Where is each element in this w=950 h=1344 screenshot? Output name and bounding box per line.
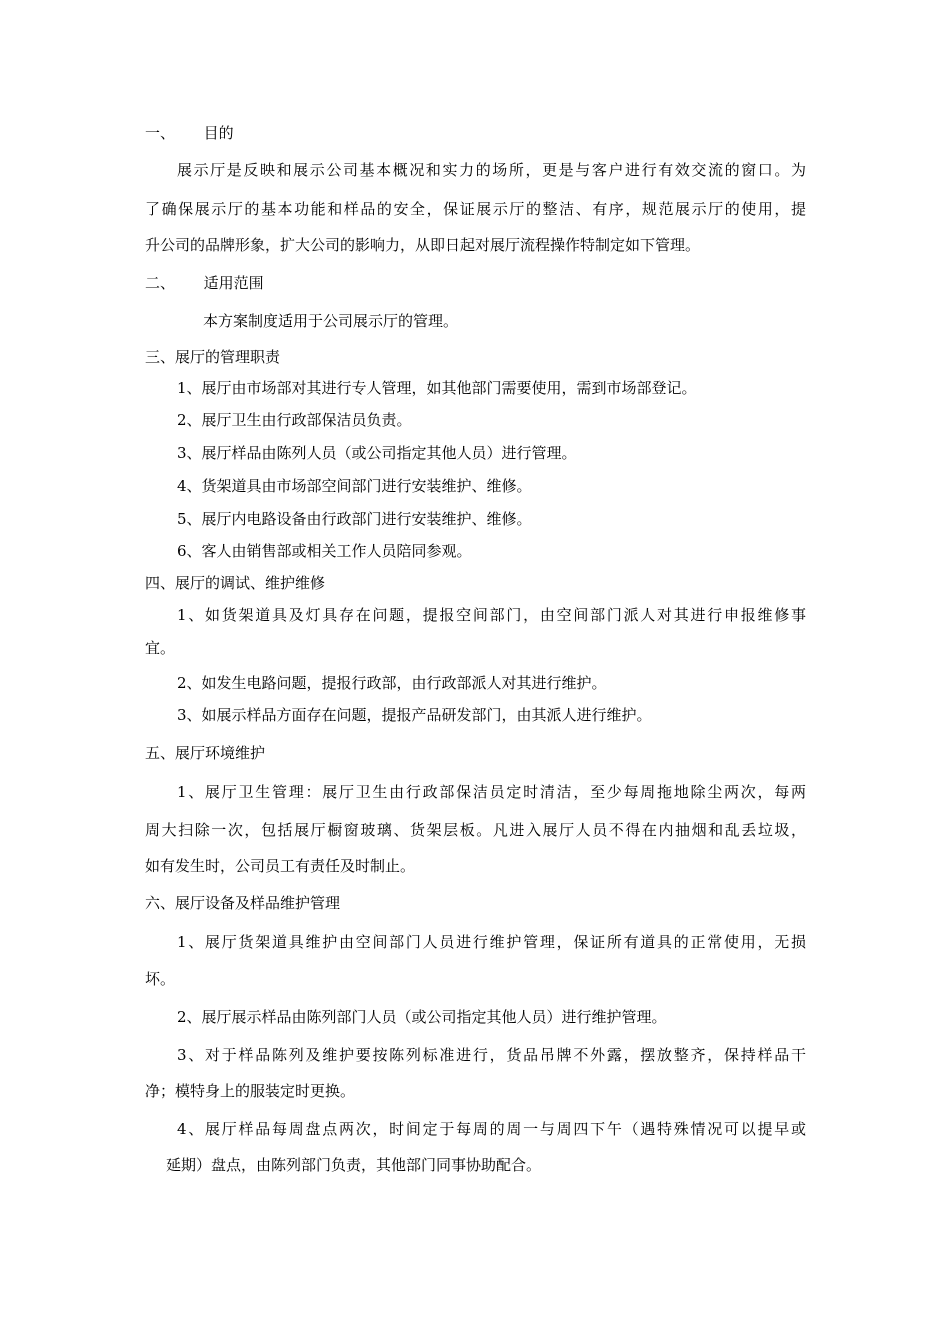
list-item: 5、展厅内电路设备由行政部门进行安装维护、维修。 bbox=[177, 510, 532, 528]
list-item-continuation: 净；模特身上的服装定时更换。 bbox=[145, 1082, 356, 1100]
list-item-continuation: 如有发生时，公司员工有责任及时制止。 bbox=[145, 857, 416, 875]
section-heading-purpose: 一、 目的 bbox=[145, 124, 234, 142]
list-item-continuation: 坏。 bbox=[145, 970, 176, 988]
list-item: 3、对于样品陈列及维护要按陈列标准进行，货品吊牌不外露，摆放整齐，保持样品干 bbox=[177, 1046, 806, 1064]
list-item: 3、展厅样品由陈列人员（或公司指定其他人员）进行管理。 bbox=[177, 444, 577, 462]
paragraph-line: 展示厅是反映和展示公司基本概况和实力的场所，更是与客户进行有效交流的窗口。为 bbox=[177, 161, 806, 179]
list-item: 4、货架道具由市场部空间部门进行安装维护、维修。 bbox=[177, 477, 532, 495]
section-heading-scope: 二、 适用范围 bbox=[145, 274, 264, 292]
list-item: 3、如展示样品方面存在问题，提报产品研发部门，由其派人进行维护。 bbox=[177, 706, 652, 724]
list-item: 2、展厅卫生由行政部保洁员负责。 bbox=[177, 411, 412, 429]
list-item: 4、展厅样品每周盘点两次，时间定于每周的周一与周四下午（遇特殊情况可以提早或 bbox=[177, 1120, 806, 1138]
list-item: 1、展厅由市场部对其进行专人管理，如其他部门需要使用，需到市场部登记。 bbox=[177, 379, 697, 397]
section-heading-equipment: 六、展厅设备及样品维护管理 bbox=[145, 894, 341, 912]
list-item: 1、展厅卫生管理：展厅卫生由行政部保洁员定时清洁，至少每周拖地除尘两次，每两 bbox=[177, 783, 806, 801]
list-item-continuation: 周大扫除一次，包括展厅橱窗玻璃、货架层板。凡进入展厅人员不得在内抽烟和乱丢垃圾， bbox=[145, 821, 806, 839]
list-item: 6、客人由销售部或相关工作人员陪同参观。 bbox=[177, 542, 472, 560]
paragraph-line: 了确保展示厅的基本功能和样品的安全，保证展示厅的整洁、有序，规范展示厅的使用，提 bbox=[145, 200, 806, 218]
paragraph-line: 本方案制度适用于公司展示厅的管理。 bbox=[203, 312, 459, 330]
section-heading-environment: 五、展厅环境维护 bbox=[145, 744, 266, 762]
list-item: 2、如发生电路问题，提报行政部，由行政部派人对其进行维护。 bbox=[177, 674, 607, 692]
list-item: 2、展厅展示样品由陈列部门人员（或公司指定其他人员）进行维护管理。 bbox=[177, 1008, 667, 1026]
paragraph-line: 升公司的品牌形象，扩大公司的影响力，从即日起对展厅流程操作特制定如下管理。 bbox=[145, 236, 701, 254]
list-item: 1、如货架道具及灯具存在问题，提报空间部门，由空间部门派人对其进行申报维修事 bbox=[177, 606, 806, 624]
list-item-continuation: 延期）盘点，由陈列部门负责，其他部门同事协助配合。 bbox=[166, 1156, 542, 1174]
section-heading-maintenance: 四、展厅的调试、维护维修 bbox=[145, 574, 326, 592]
list-item-continuation: 宜。 bbox=[145, 639, 176, 657]
section-heading-duties: 三、展厅的管理职责 bbox=[145, 348, 281, 366]
list-item: 1、展厅货架道具维护由空间部门人员进行维护管理，保证所有道具的正常使用，无损 bbox=[177, 933, 806, 951]
